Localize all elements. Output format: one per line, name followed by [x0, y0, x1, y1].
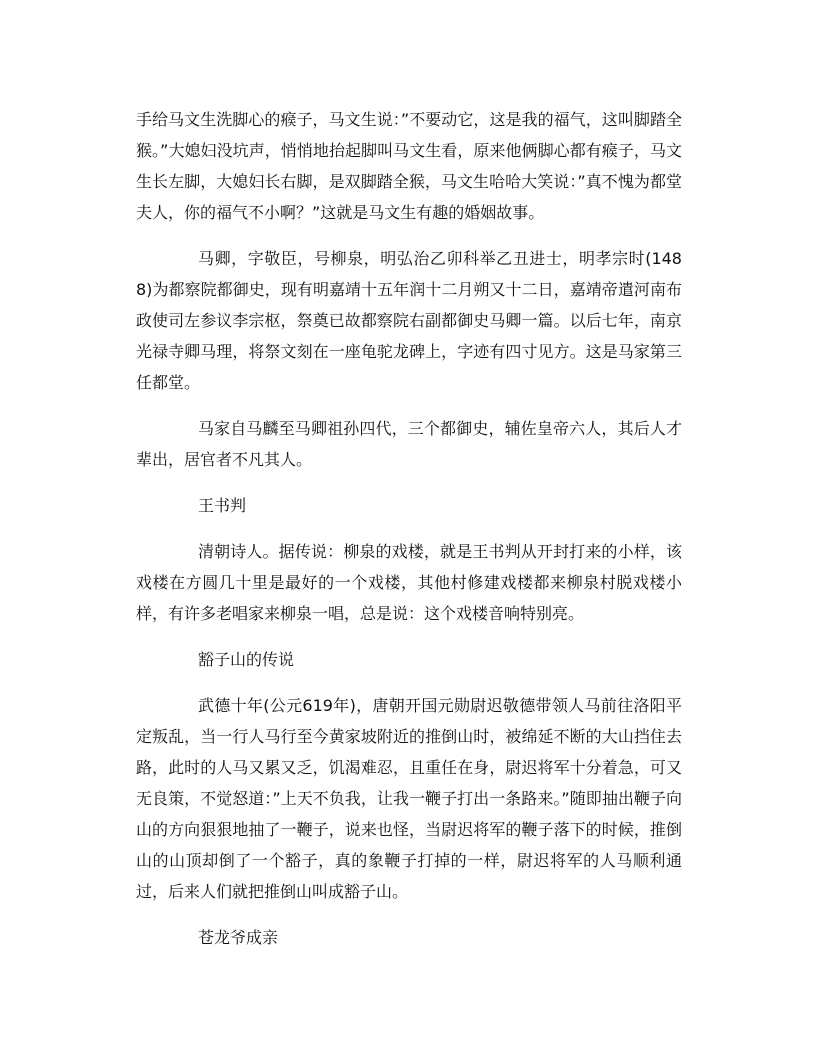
paragraph-wang-shupan: 清朝诗人。据传说：柳泉的戏楼，就是王书判从开封打来的小样，该戏楼在方圆几十里是最好的一个戏楼，其他村修建戏楼都来柳泉村脱戏楼小样，有许多老唱家来柳泉一唱，总是说：这个戏楼音响特别亮。 — [136, 542, 682, 623]
paragraph-huozi-mountain: 武德十年(公元619年)，唐朝开国元勋尉迟敬德带领人马前往洛阳平定叛乱，当一行人马行至今黄家坡附近的推倒山时，被绵延不断的大山挡住去路，此时的人马又累又乏，饥渴难忍，且重任在身，尉迟将军十分着急，可又无良策，不觉怒道：”上天不负我，让我一鞭子打出一条路来。”随即抽出鞭子向山的方向狠狠地抽了一鞭子，说来也怪，当尉迟将军的鞭子落下的时候，推倒山的山顶却倒了一个豁子，真的象鞭子打掉的一样，尉迟将军的人马顺利通过，后来人们就把推倒山叫成豁子山。 — [136, 696, 682, 901]
heading-huozi-mountain: 豁子山的传说 — [198, 650, 295, 669]
paragraph-ma-family: 马家自马麟至马卿祖孙四代，三个都御史，辅佐皇帝六人，其后人才辈出，居官者不凡其人。 — [136, 419, 682, 469]
paragraph-marriage-story-end: 手给马文生洗脚心的瘊子，马文生说：”不要动它，这是我的福气，这叫脚踏全猴。”大媳妇没坑声，悄悄地抬起脚叫马文生看，原来他俩脚心都有瘊子，马文生长左脚，大媳妇长右脚，是双脚踏全猴，马文生哈哈大笑说：”真不愧为都堂夫人，你的福气不小啊？”这就是马文生有趣的婚姻故事。 — [136, 110, 682, 222]
heading-canglong-marriage: 苍龙爷成亲 — [198, 928, 279, 947]
paragraph-ma-qing: 马卿，字敬臣，号柳泉，明弘治乙卯科举乙丑进士，明孝宗时(1488)为都察院都御史，现有明嘉靖十五年润十二月朔又十二日，嘉靖帝遣河南布政使司左参议李宗枢，祭奠已故都察院右副都御史马卿一篇。以后七年，南京光禄寺卿马理，将祭文刻在一座龟驼龙碑上，字迹有四寸见方。这是马家第三任都堂。 — [136, 249, 682, 392]
heading-wang-shupan: 王书判 — [198, 496, 247, 515]
document-body — [136, 104, 682, 953]
